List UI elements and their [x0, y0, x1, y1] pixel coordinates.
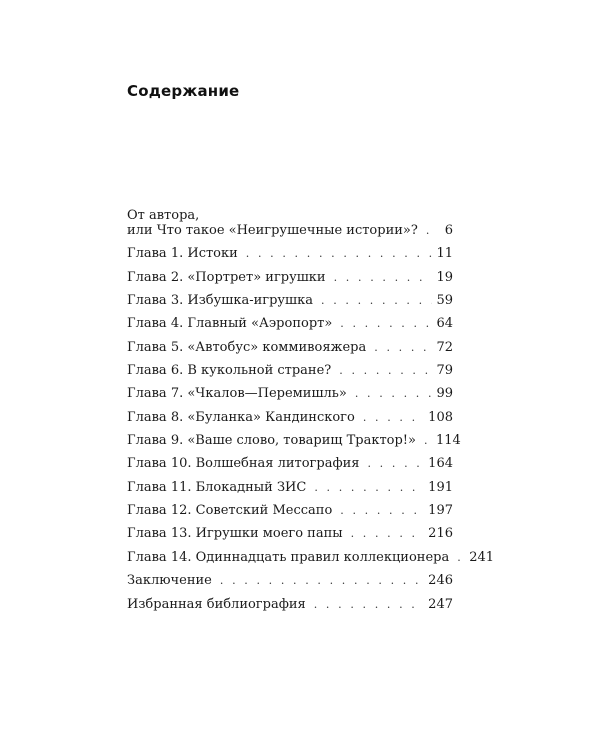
toc-entry — [127, 293, 453, 316]
toc-entry-page-number: 246 — [428, 573, 453, 589]
toc-entry-line — [127, 456, 453, 479]
toc-entry-title: или Что такое «Неигрушечные истории»? — [127, 223, 418, 238]
dot-leader — [246, 246, 433, 261]
toc-entry — [127, 503, 453, 526]
toc-entry-line — [127, 597, 453, 620]
toc-entry-line — [127, 340, 453, 363]
page-title: Содержание — [127, 82, 240, 100]
toc-entry — [127, 573, 453, 596]
toc-entry-line — [127, 503, 453, 526]
toc-entry-page-number: 191 — [428, 479, 453, 495]
toc-entry — [127, 246, 453, 269]
dot-leader — [457, 550, 465, 565]
toc-entry-page-number: 241 — [469, 549, 495, 565]
toc-entry-page-number: 11 — [436, 246, 453, 262]
toc-entry — [127, 480, 453, 503]
toc-entry-title: Глава 12. Советский Мессапо — [127, 503, 333, 519]
dot-leader — [367, 456, 424, 471]
toc-entry-page-number: 164 — [428, 456, 453, 472]
toc-entry-title: Заключение — [127, 573, 212, 589]
toc-entry-line — [127, 549, 495, 573]
toc-entry — [127, 316, 453, 339]
toc-entry-title: Избранная библиография — [127, 596, 306, 612]
toc-entry-title: Глава 2. «Портрет» игрушки — [127, 269, 326, 285]
toc-entry-line — [127, 526, 453, 549]
toc-entry-page-number: 216 — [428, 526, 453, 542]
toc-entry — [127, 340, 453, 363]
toc-entry-title: Глава 6. В кукольной стране? — [127, 363, 332, 379]
dot-leader — [314, 480, 424, 495]
toc-entry — [127, 363, 453, 386]
toc-entry-page-number: 72 — [436, 339, 453, 355]
toc-entry-line — [127, 246, 453, 269]
toc-entry — [127, 208, 453, 246]
toc-entry — [127, 526, 453, 549]
dot-leader — [220, 573, 424, 588]
toc-entry-title: Глава 3. Избушка-игрушка — [127, 293, 314, 309]
toc-entry-line — [127, 480, 453, 503]
toc-entry-line — [127, 270, 453, 293]
toc-entry-page-number: 59 — [436, 293, 453, 309]
toc-entry-title: Глава 11. Блокадный ЗИС — [127, 479, 307, 495]
dot-leader — [363, 410, 424, 425]
toc-entry-line — [127, 316, 453, 339]
dot-leader — [334, 270, 433, 285]
toc-entry-title: Глава 4. Главный «Аэропорт» — [127, 316, 333, 332]
toc-entry — [127, 433, 461, 456]
toc-entry-page-number: 6 — [444, 223, 453, 238]
toc-entry-title: Глава 10. Волшебная литография — [127, 456, 360, 472]
toc-entry-line — [127, 223, 453, 246]
toc-entry — [127, 386, 453, 409]
table-of-contents — [127, 208, 495, 620]
dot-leader — [426, 223, 439, 238]
dot-leader — [424, 433, 432, 448]
toc-entry-page-number: 197 — [428, 503, 453, 519]
dot-leader — [321, 293, 432, 308]
dot-leader — [351, 526, 425, 541]
toc-entry-page-number: 64 — [436, 316, 453, 332]
toc-entry — [127, 270, 453, 293]
toc-entry-line — [127, 386, 453, 409]
toc-entry — [127, 410, 453, 433]
toc-entry-line — [127, 573, 453, 596]
dot-leader — [314, 597, 424, 612]
toc-entry — [127, 456, 453, 479]
toc-entry-page-number: 108 — [428, 409, 453, 425]
toc-entry-title: Глава 14. Одиннадцать правил коллекционера — [127, 549, 450, 565]
toc-entry-title: Глава 7. «Чкалов—Перемишль» — [127, 386, 347, 402]
toc-entry-line — [127, 293, 453, 316]
dot-leader — [355, 386, 433, 401]
toc-entry-title: Глава 1. Истоки — [127, 246, 238, 262]
toc-entry — [127, 597, 453, 620]
toc-entry-title: Глава 8. «Буланка» Кандинского — [127, 409, 355, 425]
toc-entry-line — [127, 433, 461, 456]
toc-entry-page-number: 114 — [435, 433, 461, 449]
toc-entry-line — [127, 363, 453, 386]
toc-entry-page-number: 247 — [428, 596, 453, 612]
toc-entry-title: Глава 5. «Автобус» коммивояжера — [127, 339, 367, 355]
toc-entry-title-line1: От автора, — [127, 208, 200, 223]
dot-leader — [340, 503, 424, 518]
dot-leader — [374, 340, 432, 355]
toc-entry-page-number: 19 — [436, 269, 453, 285]
toc-entry-title: Глава 13. Игрушки моего папы — [127, 526, 343, 542]
toc-entry-page-number: 79 — [436, 363, 453, 379]
toc-entry-title: Глава 9. «Ваше слово, товарищ Трактор!» — [127, 433, 416, 449]
toc-entry-line — [127, 410, 453, 433]
toc-entry-page-number: 99 — [436, 386, 453, 402]
dot-leader — [339, 363, 432, 378]
dot-leader — [340, 316, 432, 331]
toc-entry — [127, 549, 495, 573]
